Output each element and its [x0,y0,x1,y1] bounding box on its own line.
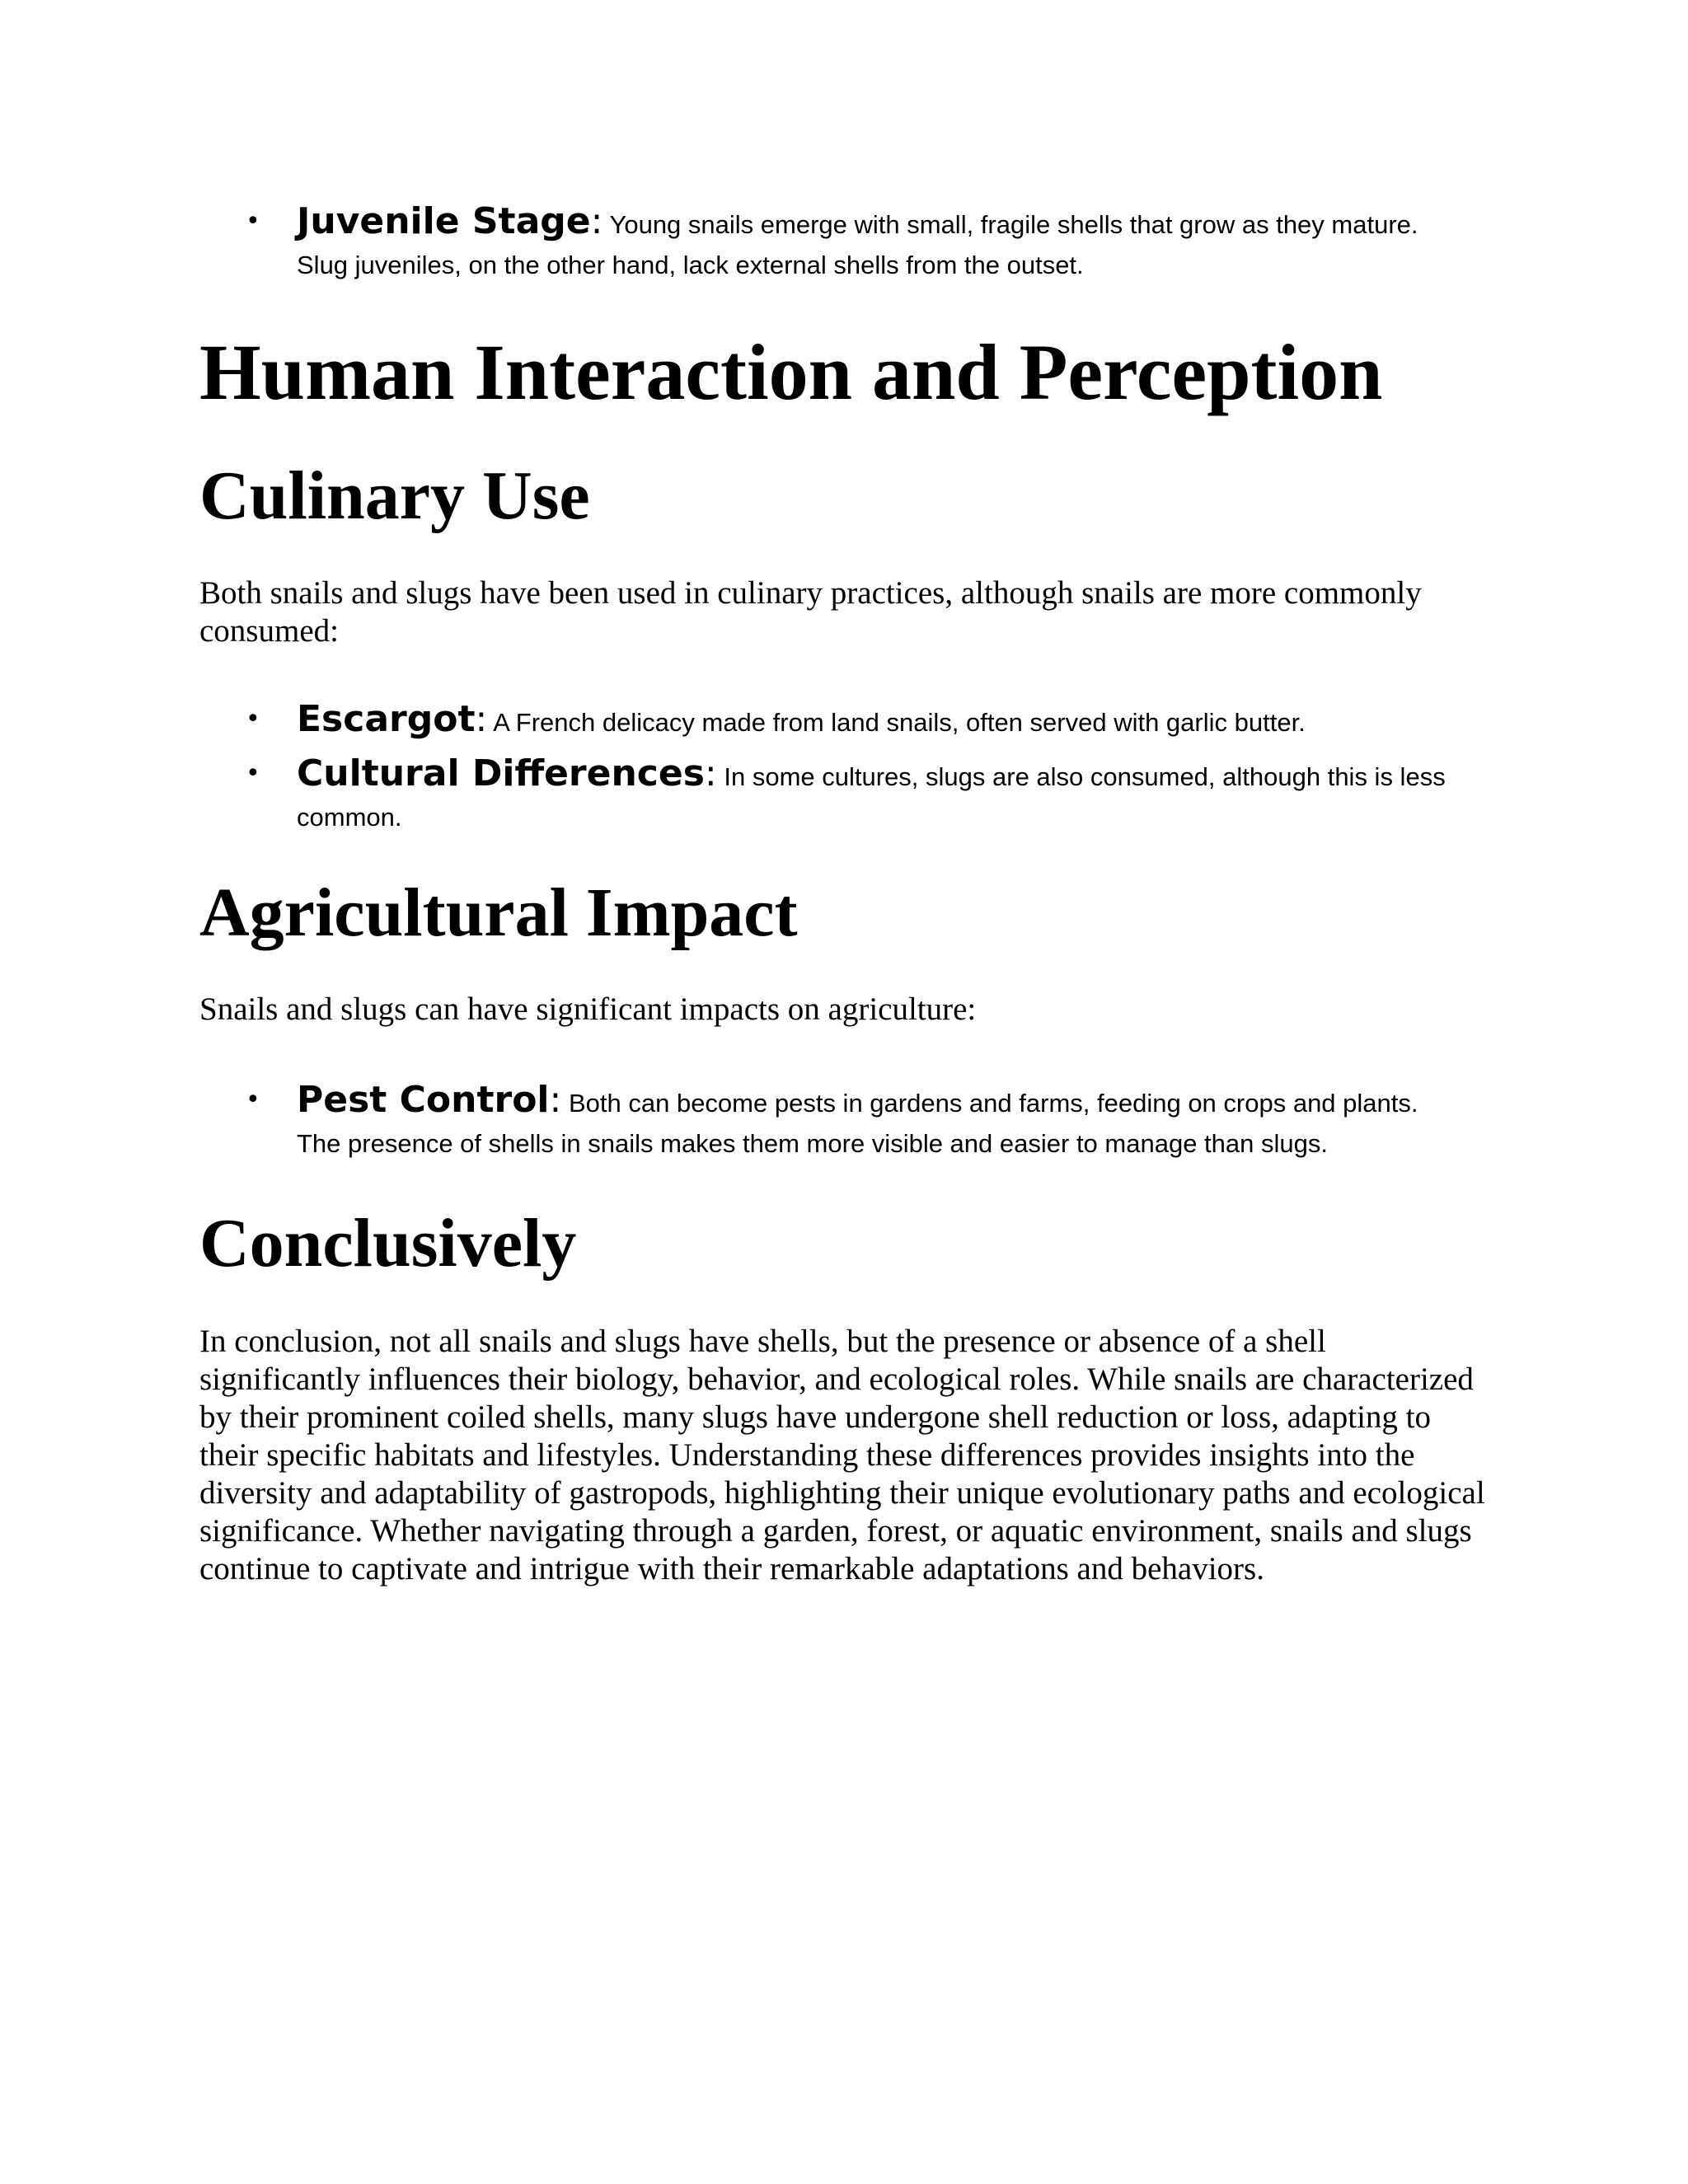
list-item-term: Escargot [297,698,476,740]
list-item-text: Both can become pests in gardens and farms, feeding on crops and plants. The presence of shells in snails makes them more visible and easier to manage than slugs. [297,1089,1418,1158]
list-item-separator: : [590,200,603,242]
list-item [0,753,1467,837]
bullet-icon: • [246,759,260,788]
list-item-separator: : [475,698,488,740]
heading-culinary-use: Culinary Use [199,457,590,534]
culinary-intro-paragraph: Both snails and slugs have been used in culinary practices, although snails are more commonly consumed: [199,575,1422,649]
list-item-term: Pest Control [297,1079,550,1121]
heading-human-interaction: Human Interaction and Perception [199,328,1383,416]
agri-list [0,1080,1688,1164]
juvenile-stage-list [0,201,1688,285]
list-item [0,1080,1467,1164]
culinary-list [0,699,1688,837]
list-item-separator: : [549,1079,562,1121]
bullet-icon: • [246,207,260,236]
list-item-term: Juvenile Stage [297,200,591,242]
bullet-icon: • [246,705,260,733]
agri-intro-paragraph: Snails and slugs can have significant impacts on agriculture: [199,991,977,1027]
list-item [0,699,1467,743]
list-item-term: Cultural Differences [297,752,705,794]
list-item-text: Young snails emerge with small, fragile shells that grow as they mature. Slug juveniles, on the other hand, lack external shells from the outset. [297,210,1418,279]
list-item [0,201,1467,285]
heading-agricultural-impact: Agricultural Impact [199,874,798,951]
list-item-text: A French delicacy made from land snails, often served with garlic butter. [487,708,1306,737]
bullet-icon: • [246,1085,260,1114]
list-item-text: In some cultures, slugs are also consumed, although this is less common. [297,762,1446,832]
list-item-separator: : [704,752,717,794]
conclusion-paragraph: In conclusion, not all snails and slugs have shells, but the presence or absence of a shell significantly influences their biology, behavior, and ecological roles. While snails are characterized by their prominent coiled shells, many slugs have undergone shell reduction or loss, adapting to their specific habitats and lifestyles. Understanding these differences provides insights into the diversity and adaptability of gastropods, highlighting their unique evolutionary paths and ecological significance. Whether navigating through a garden, forest, or aquatic environment, snails and slugs continue to captivate and intrigue with their remarkable adaptations and behaviors. [199,1324,1485,1586]
heading-conclusively: Conclusively [199,1205,577,1282]
